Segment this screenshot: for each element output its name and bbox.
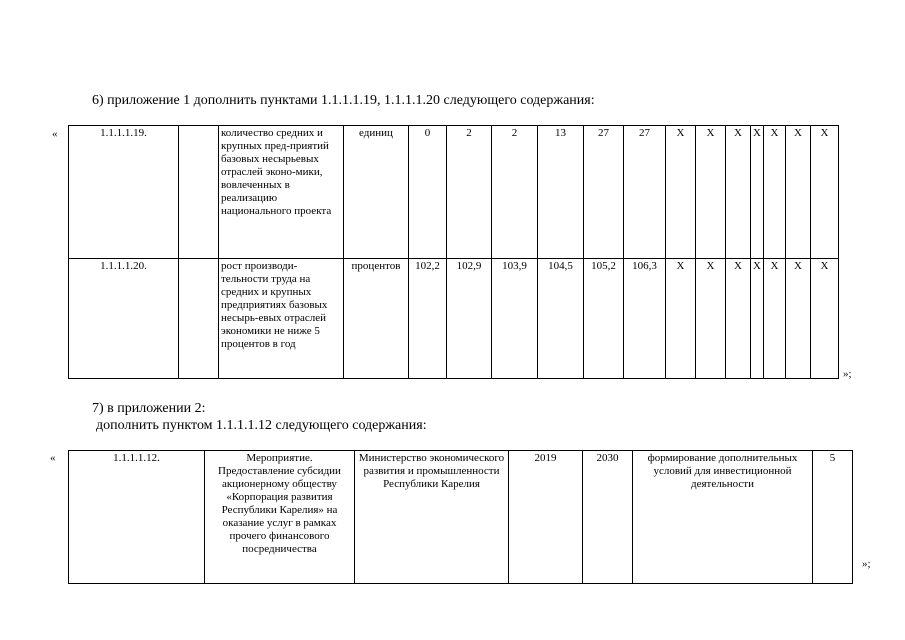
- value-cell: 105,2: [584, 259, 624, 379]
- value-cell: 0: [409, 126, 447, 259]
- unit-cell: процентов: [344, 259, 409, 379]
- value-cell: 27: [624, 126, 666, 259]
- value-cell: 106,3: [624, 259, 666, 379]
- table-row: [69, 126, 839, 259]
- section-7-subheading: дополнить пунктом 1.1.1.1.12 следующего содержания:: [96, 418, 427, 433]
- mark-cell: X: [696, 259, 726, 379]
- value-cell: 2: [447, 126, 492, 259]
- open-quote-6: «: [52, 128, 58, 140]
- value-cell: 102,9: [447, 259, 492, 379]
- result-cell: формирование дополнительных условий для инвестиционной деятельности: [633, 451, 813, 584]
- empty-cell: [179, 259, 219, 379]
- value-cell: 104,5: [538, 259, 584, 379]
- value-cell: 102,2: [409, 259, 447, 379]
- mark-cell: X: [666, 259, 696, 379]
- open-quote-7: «: [50, 452, 56, 464]
- event-description: Мероприятие. Предоставление субсидии акционерному обществу «Корпорация развития Республики Карелия» на оказание услуг в рамках прочего финансового посредничества: [205, 451, 355, 584]
- value-cell: 103,9: [492, 259, 538, 379]
- mark-cell: X: [726, 259, 751, 379]
- reference-cell: 5: [813, 451, 853, 584]
- start-year-cell: 2019: [509, 451, 583, 584]
- indicator-name: количество средних и крупных пред-приятий базовых несырьевых отраслей эконо-мики, вовлеченных в реализацию национального проекта: [219, 126, 344, 259]
- row-code: 1.1.1.1.12.: [69, 451, 205, 584]
- close-quote-6: »;: [843, 368, 852, 380]
- unit-cell: единиц: [344, 126, 409, 259]
- indicator-name: рост производи-тельности труда на средних и крупных предприятиях базовых несырь-евых отраслей экономики не ниже 5 процентов в год: [219, 259, 344, 379]
- row-code: 1.1.1.1.19.: [69, 126, 179, 259]
- value-cell: 13: [538, 126, 584, 259]
- table-row: [69, 259, 839, 379]
- executor-cell: Министерство экономического развития и промышленности Республики Карелия: [355, 451, 509, 584]
- mark-cell: X: [696, 126, 726, 259]
- close-quote-7: »;: [862, 558, 871, 570]
- mark-cell: X: [786, 259, 811, 379]
- section-6-heading: 6) приложение 1 дополнить пунктами 1.1.1.1.19, 1.1.1.1.20 следующего содержания:: [92, 93, 595, 108]
- mark-cell: X: [726, 126, 751, 259]
- mark-cell: X: [811, 259, 839, 379]
- program-table: [68, 450, 853, 584]
- mark-cell: X: [751, 126, 764, 259]
- value-cell: 2: [492, 126, 538, 259]
- mark-cell: X: [786, 126, 811, 259]
- indicators-table: [68, 125, 839, 379]
- mark-cell: X: [751, 259, 764, 379]
- empty-cell: [179, 126, 219, 259]
- section-7-heading: 7) в приложении 2:: [92, 401, 206, 416]
- table-row: [69, 451, 853, 584]
- end-year-cell: 2030: [583, 451, 633, 584]
- row-code: 1.1.1.1.20.: [69, 259, 179, 379]
- value-cell: 27: [584, 126, 624, 259]
- mark-cell: X: [666, 126, 696, 259]
- mark-cell: X: [764, 126, 786, 259]
- mark-cell: X: [811, 126, 839, 259]
- mark-cell: X: [764, 259, 786, 379]
